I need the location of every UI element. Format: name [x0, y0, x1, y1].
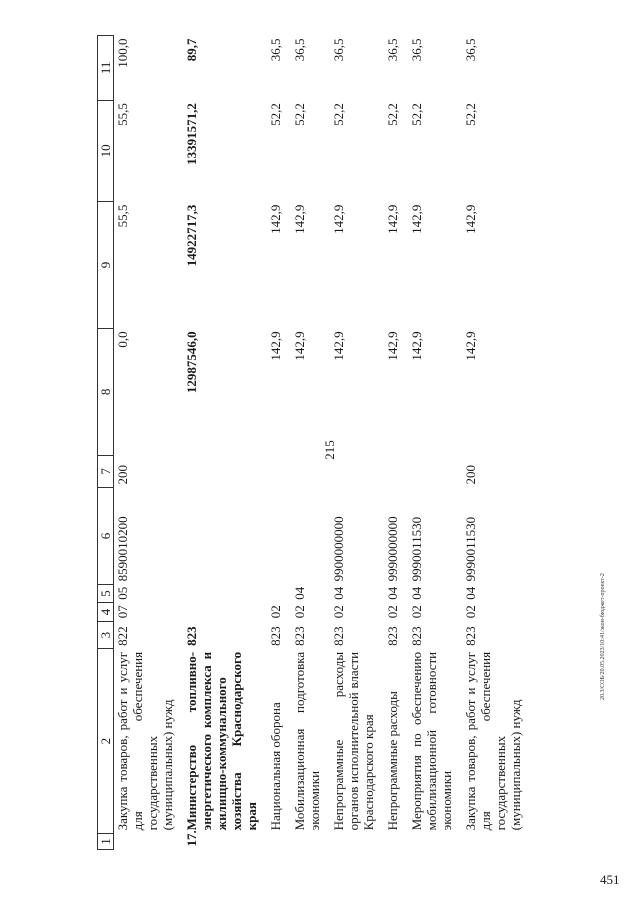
target-article-code	[267, 488, 291, 585]
executed-amount: 13391571,2	[184, 103, 199, 165]
table-row	[462, 36, 531, 850]
table-body	[114, 36, 532, 850]
section-code: 02	[463, 605, 478, 619]
approved-amount: 142,9	[331, 331, 346, 361]
table-row	[330, 36, 384, 850]
specified-amount: 142,9	[385, 204, 400, 234]
executed-amount: 55,5	[115, 103, 130, 126]
column-header-6: 6	[98, 488, 114, 585]
ministry-code: 823	[385, 626, 400, 646]
subsection-code: 05	[115, 586, 130, 600]
row-number	[291, 833, 330, 849]
row-name: Непрограммные расходы органов исполнительной власти Краснодарского края	[331, 651, 376, 831]
execution-percent: 36,5	[268, 38, 283, 62]
target-article-code: 9900000000	[331, 516, 346, 582]
subsection-code	[183, 584, 267, 602]
expense-type-code: 200	[463, 465, 478, 485]
document-footer-code: 20.3/СОБ/20.05.2023/10:41/зкон-бюджет-проект-2	[600, 573, 606, 700]
ministry-code: 823	[292, 626, 307, 646]
ministry-code: 823	[331, 626, 346, 646]
row-number	[384, 833, 408, 849]
subsection-code: 04	[292, 586, 307, 600]
executed-amount: 52,2	[331, 103, 346, 126]
expense-type-code	[183, 455, 267, 487]
table-row	[183, 36, 267, 850]
column-header-10: 10	[98, 100, 114, 201]
target-article-code: 9990011530	[409, 516, 424, 582]
specified-amount: 142,9	[463, 204, 478, 234]
ministry-code: 823	[409, 626, 424, 646]
approved-amount: 142,9	[409, 331, 424, 361]
approved-amount: 142,9	[385, 331, 400, 361]
table-row	[291, 36, 330, 850]
budget-table-container	[97, 35, 562, 850]
table-row	[114, 36, 184, 850]
budget-table	[97, 35, 531, 850]
section-code: 02	[409, 605, 424, 619]
subsection-code: 04	[409, 586, 424, 600]
executed-amount: 52,2	[268, 103, 283, 126]
row-name: Мероприятия по обеспечению мобилизационной готовности экономики	[409, 651, 454, 831]
row-number	[408, 833, 462, 849]
table-row	[267, 36, 291, 850]
target-article-code: 9990011530	[463, 516, 478, 582]
page-footer-number: 451	[600, 872, 620, 887]
column-header-5: 5	[98, 584, 114, 602]
expense-type-code	[408, 455, 462, 487]
target-article-code: 9990000000	[385, 516, 400, 582]
subsection-code: 04	[385, 586, 400, 600]
specified-amount: 142,9	[409, 204, 424, 234]
column-header-2: 2	[98, 649, 114, 833]
specified-amount: 55,5	[115, 204, 130, 228]
row-number: 17.	[184, 830, 199, 847]
execution-percent: 36,5	[463, 38, 478, 62]
execution-percent: 36,5	[385, 38, 400, 62]
row-name: Министерство топливно-энергетического комплекса и жилищно-коммунального хозяйства Краснодарского края	[184, 651, 259, 831]
table-header-row	[98, 36, 114, 850]
column-header-9: 9	[98, 202, 114, 329]
column-header-7: 7	[98, 455, 114, 487]
section-code: 07	[115, 605, 130, 619]
column-header-3: 3	[98, 621, 114, 649]
section-code	[183, 603, 267, 621]
subsection-code	[267, 584, 291, 602]
target-article-code: 8590010200	[115, 516, 130, 582]
specified-amount: 142,9	[331, 204, 346, 234]
section-code: 02	[292, 605, 307, 619]
execution-percent: 36,5	[409, 38, 424, 62]
row-name: Непрограммные расходы	[385, 691, 400, 831]
target-article-code	[291, 488, 330, 585]
target-article-code	[183, 488, 267, 585]
expense-type-code	[291, 455, 330, 487]
subsection-code: 04	[331, 586, 346, 600]
column-header-8: 8	[98, 328, 114, 455]
section-code: 02	[385, 605, 400, 619]
ministry-code: 822	[115, 626, 130, 646]
execution-percent: 89,7	[184, 38, 199, 62]
column-header-1: 1	[98, 833, 114, 849]
execution-percent: 36,5	[292, 38, 307, 62]
ministry-code: 823	[268, 626, 283, 646]
page-header-number: 215	[322, 440, 337, 460]
specified-amount: 14922717,3	[184, 204, 199, 267]
approved-amount: 142,9	[268, 331, 283, 361]
row-number	[330, 833, 384, 849]
row-name: Закупка товаров, работ и услуг для обеспечения государственных (муниципальных) нужд	[115, 651, 175, 831]
section-code: 02	[331, 605, 346, 619]
column-header-11: 11	[98, 36, 114, 101]
execution-percent: 36,5	[331, 38, 346, 62]
execution-percent: 100,0	[115, 38, 130, 68]
approved-amount: 142,9	[292, 331, 307, 361]
approved-amount: 0,0	[115, 331, 130, 348]
executed-amount: 52,2	[385, 103, 400, 126]
approved-amount: 142,9	[463, 331, 478, 361]
executed-amount: 52,2	[463, 103, 478, 126]
table-row	[384, 36, 408, 850]
specified-amount: 142,9	[268, 204, 283, 234]
executed-amount: 52,2	[292, 103, 307, 126]
row-name: Мобилизационная подготовка экономики	[292, 651, 322, 831]
ministry-code: 823	[463, 626, 478, 646]
row-number	[114, 833, 184, 849]
row-number	[462, 833, 531, 849]
expense-type-code: 200	[115, 465, 130, 485]
row-number	[267, 833, 291, 849]
row-name: Закупка товаров, работ и услуг для обеспечения государственных (муниципальных) нужд	[463, 651, 523, 831]
table-row	[408, 36, 462, 850]
subsection-code: 04	[463, 586, 478, 600]
expense-type-code	[330, 455, 384, 487]
specified-amount: 142,9	[292, 204, 307, 234]
expense-type-code	[384, 455, 408, 487]
section-code: 02	[268, 605, 283, 619]
approved-amount: 12987546,0	[184, 331, 199, 394]
column-header-4: 4	[98, 603, 114, 621]
row-name: Национальная оборона	[268, 702, 283, 831]
executed-amount: 52,2	[409, 103, 424, 126]
ministry-code: 823	[184, 626, 199, 646]
expense-type-code	[267, 455, 291, 487]
